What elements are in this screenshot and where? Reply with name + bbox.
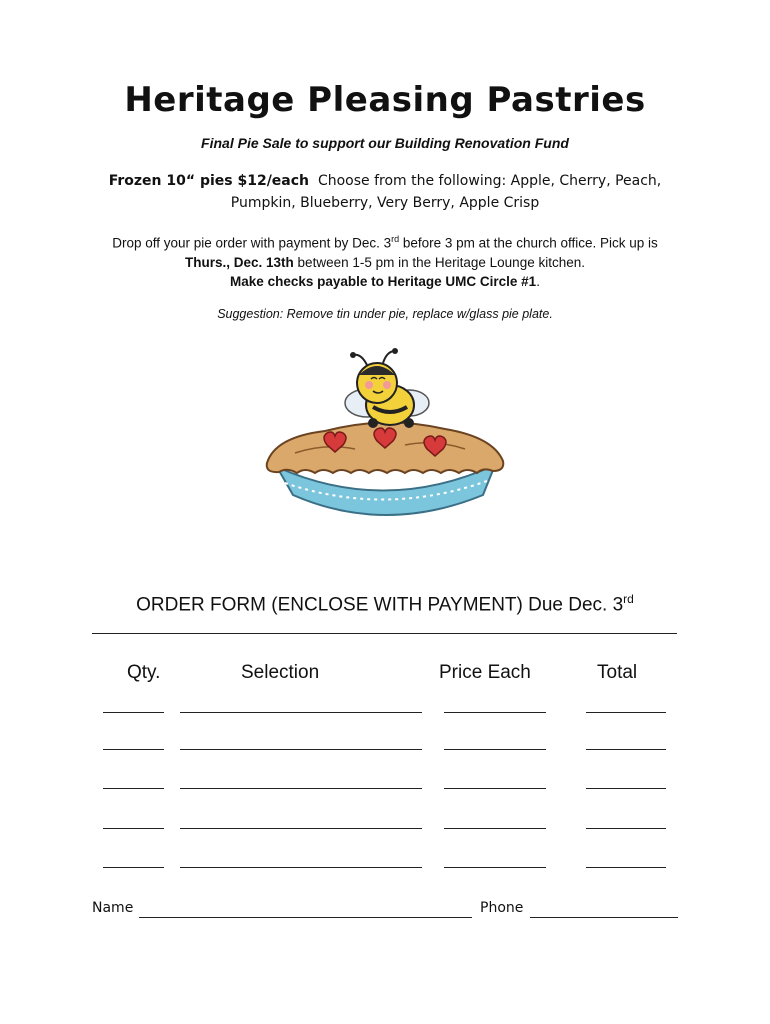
dropoff-sup: rd xyxy=(391,234,400,244)
qty-field[interactable] xyxy=(103,828,164,829)
price-each-field[interactable] xyxy=(444,749,546,750)
dropoff-text-2: before 3 pm at the church office. Pick up is xyxy=(399,235,658,251)
dropoff-text-3: between 1-5 pm in the Heritage Lounge kitchen. xyxy=(293,254,585,270)
order-form-heading xyxy=(0,592,770,616)
total-field[interactable] xyxy=(586,749,666,750)
selection-field[interactable] xyxy=(180,828,422,829)
divider xyxy=(92,633,677,634)
selection-field[interactable] xyxy=(180,788,422,789)
price-each-field[interactable] xyxy=(444,788,546,789)
pickup-date: Thurs., Dec. 13th xyxy=(185,254,294,270)
col-header-total: Total xyxy=(597,662,638,683)
qty-field[interactable] xyxy=(103,712,164,713)
total-field[interactable] xyxy=(586,828,666,829)
col-header-price-each: Price Each xyxy=(439,662,531,683)
total-field[interactable] xyxy=(586,867,666,868)
total-field[interactable] xyxy=(586,788,666,789)
checks-payable: Make checks payable to Heritage UMC Circle #1 xyxy=(230,273,537,289)
checks-period: . xyxy=(536,273,540,289)
total-field[interactable] xyxy=(586,712,666,713)
pie-price: Frozen 10“ pies $12/each xyxy=(108,173,310,189)
phone-label: Phone xyxy=(480,900,524,916)
pie-choices-line1: Choose from the following: Apple, Cherry, Peach, xyxy=(317,173,662,189)
order-form-heading-text: ORDER FORM (ENCLOSE WITH PAYMENT) Due Dec. 3 xyxy=(136,594,624,616)
pie-choices-line2: Pumpkin, Blueberry, Very Berry, Apple Crisp xyxy=(230,195,540,211)
qty-field[interactable] xyxy=(103,788,164,789)
price-each-field[interactable] xyxy=(444,712,546,713)
name-field[interactable] xyxy=(139,917,472,918)
order-form-heading-sup: rd xyxy=(623,592,634,606)
price-each-field[interactable] xyxy=(444,867,546,868)
suggestion-note: Suggestion: Remove tin under pie, replace w/glass pie plate. xyxy=(217,307,553,321)
pie-info xyxy=(95,170,675,214)
qty-field[interactable] xyxy=(103,867,164,868)
selection-field[interactable] xyxy=(180,867,422,868)
dropoff-text-1: Drop off your pie order with payment by Dec. 3 xyxy=(112,235,392,251)
qty-field[interactable] xyxy=(103,749,164,750)
selection-field[interactable] xyxy=(180,749,422,750)
phone-field[interactable] xyxy=(530,917,678,918)
col-header-selection: Selection xyxy=(241,662,320,683)
bee-pie-illustration xyxy=(255,345,515,525)
bee-icon xyxy=(345,348,429,428)
page-title: Heritage Pleasing Pastries xyxy=(124,80,646,120)
page-subtitle: Final Pie Sale to support our Building Renovation Fund xyxy=(201,135,569,151)
col-header-qty: Qty. xyxy=(127,662,161,683)
name-label: Name xyxy=(92,900,134,916)
price-each-field[interactable] xyxy=(444,828,546,829)
selection-field[interactable] xyxy=(180,712,422,713)
dropoff-info xyxy=(88,230,682,291)
